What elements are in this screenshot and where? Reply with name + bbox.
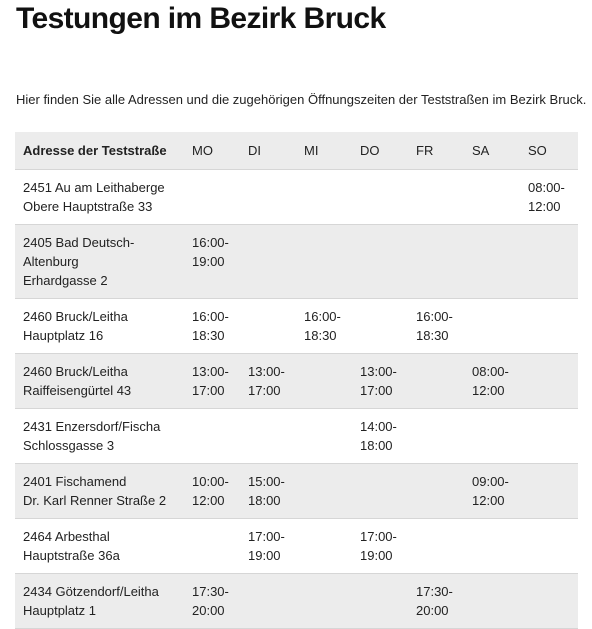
time-cell-di — [240, 225, 296, 299]
time-cell-di: 17:00-19:00 — [240, 519, 296, 574]
time-cell-do — [352, 225, 408, 299]
table-row — [15, 225, 578, 299]
time-cell-fr — [408, 409, 464, 464]
time-cell-mi — [296, 170, 352, 225]
table-row — [15, 354, 578, 409]
column-header-address: Adresse der Teststraße — [15, 132, 184, 170]
time-cell-so: 08:00-12:00 — [520, 170, 578, 225]
time-cell-di — [240, 409, 296, 464]
column-header-mo: MO — [184, 132, 240, 170]
time-cell-sa — [464, 519, 520, 574]
table-row — [15, 299, 578, 354]
time-cell-sa — [464, 574, 520, 629]
address-line: Obere Hauptstraße 33 — [23, 199, 153, 214]
time-cell-do — [352, 574, 408, 629]
time-cell-so — [520, 225, 578, 299]
address-cell — [15, 574, 184, 629]
time-cell-so — [520, 409, 578, 464]
time-cell-mo: 17:30-20:00 — [184, 574, 240, 629]
address-cell — [15, 225, 184, 299]
test-locations-table — [15, 132, 578, 629]
time-cell-mi — [296, 464, 352, 519]
time-cell-so — [520, 354, 578, 409]
time-cell-mo — [184, 409, 240, 464]
address-cell — [15, 299, 184, 354]
time-cell-di — [240, 170, 296, 225]
time-cell-fr — [408, 354, 464, 409]
address-place: 2401 Fischamend — [23, 474, 127, 489]
time-cell-di: 15:00-18:00 — [240, 464, 296, 519]
table-row — [15, 170, 578, 225]
time-cell-mo — [184, 519, 240, 574]
column-header-sa: SA — [464, 132, 520, 170]
time-cell-di — [240, 574, 296, 629]
address-place: 2434 Götzendorf/Leitha — [23, 584, 159, 599]
time-cell-sa — [464, 299, 520, 354]
address-line: Raiffeisengürtel 43 — [23, 383, 132, 398]
table-header-row — [15, 132, 578, 170]
time-cell-do: 17:00-19:00 — [352, 519, 408, 574]
time-cell-sa — [464, 170, 520, 225]
time-cell-do — [352, 170, 408, 225]
address-cell — [15, 354, 184, 409]
column-header-mi: MI — [296, 132, 352, 170]
address-line: Hauptplatz 16 — [23, 328, 104, 343]
address-place: 2451 Au am Leithaberge — [23, 180, 165, 195]
address-cell — [15, 409, 184, 464]
time-cell-sa: 09:00-12:00 — [464, 464, 520, 519]
address-cell — [15, 464, 184, 519]
time-cell-mi — [296, 354, 352, 409]
address-place: 2431 Enzersdorf/Fischa — [23, 419, 161, 434]
time-cell-sa: 08:00-12:00 — [464, 354, 520, 409]
time-cell-mi — [296, 574, 352, 629]
time-cell-so — [520, 299, 578, 354]
address-line: Hauptstraße 36a — [23, 548, 120, 563]
column-header-fr: FR — [408, 132, 464, 170]
time-cell-mo — [184, 170, 240, 225]
address-place: 2460 Bruck/Leitha — [23, 309, 128, 324]
address-cell — [15, 519, 184, 574]
time-cell-sa — [464, 225, 520, 299]
time-cell-do — [352, 299, 408, 354]
column-header-so: SO — [520, 132, 578, 170]
address-place: 2405 Bad Deutsch- — [23, 235, 135, 250]
address-place: 2464 Arbesthal — [23, 529, 110, 544]
time-cell-so — [520, 464, 578, 519]
time-cell-mi — [296, 225, 352, 299]
time-cell-fr — [408, 519, 464, 574]
time-cell-mo: 10:00-12:00 — [184, 464, 240, 519]
time-cell-fr: 16:00-18:30 — [408, 299, 464, 354]
address-line: Altenburg — [23, 254, 79, 269]
time-cell-sa — [464, 409, 520, 464]
table-row — [15, 409, 578, 464]
address-line: Hauptplatz 1 — [23, 603, 96, 618]
address-line: Erhardgasse 2 — [23, 273, 108, 288]
page-title: Testungen im Bezirk Bruck — [16, 2, 386, 35]
time-cell-fr — [408, 170, 464, 225]
column-header-do: DO — [352, 132, 408, 170]
address-place: 2460 Bruck/Leitha — [23, 364, 128, 379]
address-line: Schlossgasse 3 — [23, 438, 115, 453]
time-cell-mi — [296, 519, 352, 574]
time-cell-di: 13:00-17:00 — [240, 354, 296, 409]
table-row — [15, 574, 578, 629]
table-body — [15, 170, 578, 629]
time-cell-fr — [408, 225, 464, 299]
intro-text: Hier finden Sie alle Adressen und die zugehörigen Öffnungszeiten der Teststraßen im Bezirk Bruck. — [16, 92, 587, 107]
time-cell-so — [520, 519, 578, 574]
table-row — [15, 519, 578, 574]
time-cell-di — [240, 299, 296, 354]
time-cell-so — [520, 574, 578, 629]
time-cell-do — [352, 464, 408, 519]
time-cell-mo: 13:00-17:00 — [184, 354, 240, 409]
address-line: Dr. Karl Renner Straße 2 — [23, 493, 167, 508]
table-row — [15, 464, 578, 519]
time-cell-mo: 16:00-18:30 — [184, 299, 240, 354]
time-cell-fr: 17:30-20:00 — [408, 574, 464, 629]
time-cell-mo: 16:00-19:00 — [184, 225, 240, 299]
address-cell — [15, 170, 184, 225]
time-cell-do: 13:00-17:00 — [352, 354, 408, 409]
time-cell-do: 14:00-18:00 — [352, 409, 408, 464]
time-cell-fr — [408, 464, 464, 519]
time-cell-mi: 16:00-18:30 — [296, 299, 352, 354]
time-cell-mi — [296, 409, 352, 464]
column-header-di: DI — [240, 132, 296, 170]
